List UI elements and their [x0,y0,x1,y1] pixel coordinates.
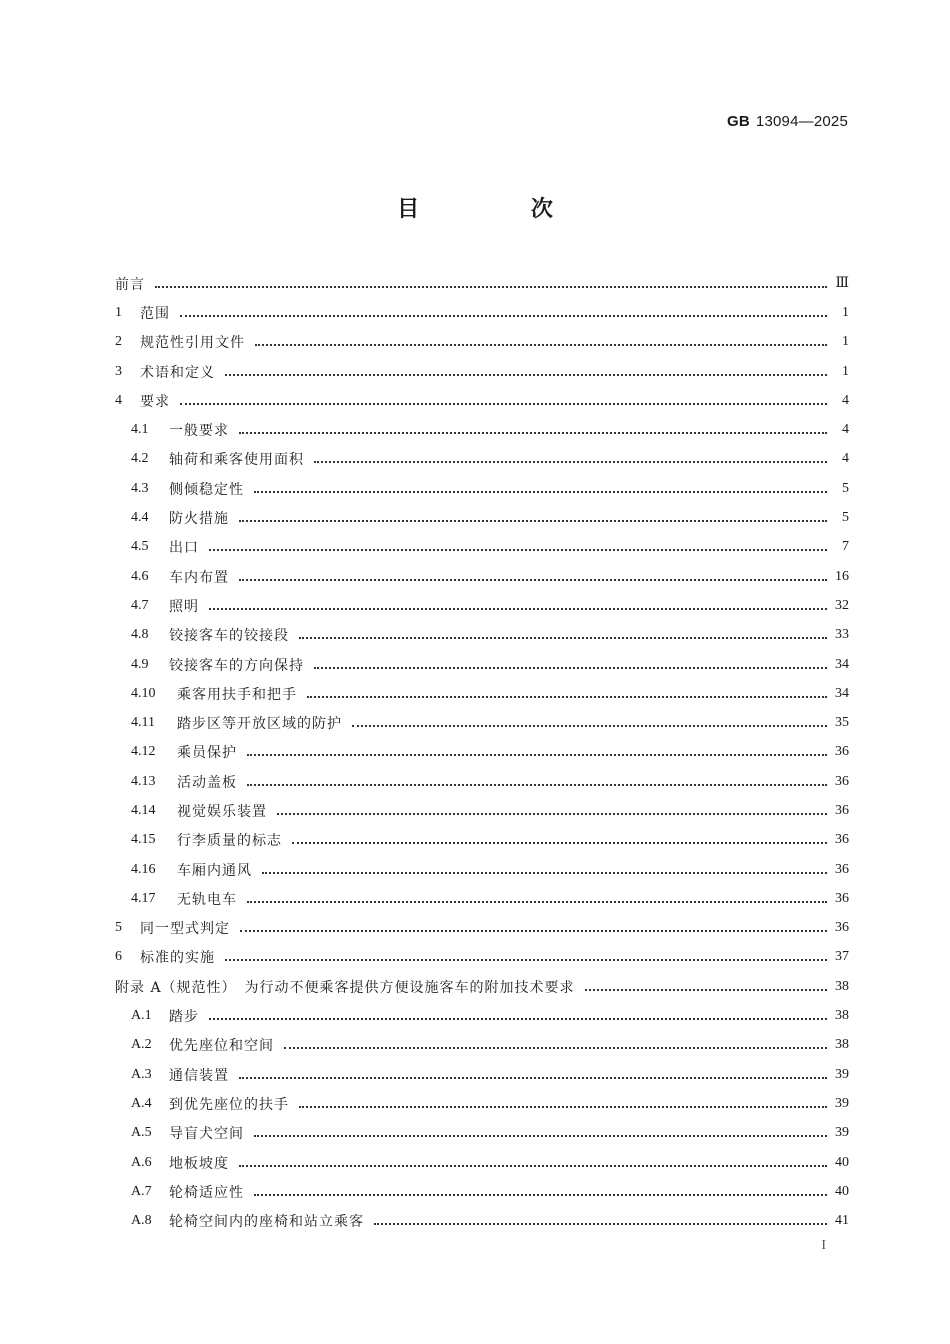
toc-entry-number: 5 [115,920,122,936]
toc-entry-title: 到优先座位的扶手 [169,1096,289,1113]
toc-entry-number: 4.10 [131,685,156,701]
toc-entry-title: 标准的实施 [140,950,215,967]
toc-entry-page: 39 [835,1066,849,1082]
toc-dot-leader [209,594,827,610]
toc-entry-page: 33 [835,627,849,643]
toc-entry-page: 16 [835,568,849,584]
toc-entry-title: 附录 A（规范性） 为行动不便乘客提供方便设施客车的附加技术要求 [115,979,575,996]
toc-entry-number: A.5 [131,1125,152,1141]
toc-entry[interactable] [115,738,849,767]
toc-entry-page: 36 [835,773,849,789]
toc-dot-leader [254,477,827,493]
toc-entry[interactable] [115,328,849,357]
toc-dot-leader [239,418,827,434]
toc-entry-title: 车内布置 [169,569,229,586]
toc-entry[interactable] [115,679,849,708]
toc-entry-number: 4.12 [131,744,156,760]
toc-entry-page: 35 [835,715,849,731]
toc-entry[interactable] [115,943,849,972]
toc-entry[interactable] [115,1148,849,1177]
toc-entry-title: 规范性引用文件 [140,335,245,352]
toc-entry-title: 优先座位和空间 [169,1038,274,1055]
toc-entry-number: 2 [115,334,122,350]
toc-entry-page: 34 [835,685,849,701]
toc-entry-page: Ⅲ [835,276,849,292]
toc-entry-page: 34 [835,656,849,672]
toc-entry-page: 38 [835,978,849,994]
toc-entry[interactable] [115,269,849,298]
toc-entry-page: 4 [842,451,849,467]
standard-number: 13094—2025 [755,113,848,130]
toc-entry-title: 出口 [169,540,199,557]
toc-dot-leader [225,360,827,376]
toc-entry-title: 前言 [115,276,145,293]
toc-entry[interactable] [115,855,849,884]
toc-dot-leader [180,389,827,405]
toc-dot-leader [239,565,827,581]
toc-entry-title: 防火措施 [169,511,229,528]
toc-entry[interactable] [115,884,849,913]
toc-entry-page: 38 [835,1008,849,1024]
toc-entry-title: 侧倾稳定性 [169,481,244,498]
toc-entry[interactable] [115,1089,849,1118]
toc-dot-leader [292,828,827,844]
toc-dot-leader [284,1033,827,1049]
toc-entry-title: 车厢内通风 [177,862,252,879]
toc-entry-number: 4.16 [131,861,156,877]
toc-entry-page: 4 [842,392,849,408]
toc-entry-page: 1 [842,363,849,379]
toc-entry-title: 视觉娱乐装置 [177,803,267,820]
toc-entry-title: 导盲犬空间 [169,1126,244,1143]
toc-entry-title: 踏步 [169,1009,199,1026]
toc-entry-page: 39 [835,1125,849,1141]
toc-entry[interactable] [115,562,849,591]
standard-code [727,113,848,130]
table-of-contents [115,269,849,1236]
toc-entry-page: 5 [842,510,849,526]
toc-entry-title: 范围 [140,305,170,322]
toc-entry[interactable] [115,650,849,679]
toc-entry-number: A.7 [131,1183,152,1199]
toc-dot-leader [225,945,827,961]
toc-dot-leader [374,1209,827,1225]
toc-entry-page: 36 [835,861,849,877]
toc-dot-leader [209,1004,827,1020]
toc-entry-number: 4 [115,392,122,408]
toc-entry-number: 4.11 [131,715,155,731]
toc-entry-number: 4.17 [131,890,156,906]
toc-entry-title: 活动盖板 [177,774,237,791]
toc-entry[interactable] [115,386,849,415]
toc-entry-page: 36 [835,920,849,936]
toc-entry-number: A.3 [131,1066,152,1082]
toc-entry-number: 4.7 [131,597,149,613]
toc-dot-leader [254,1180,827,1196]
toc-entry-page: 32 [835,597,849,613]
toc-entry-title: 轮椅适应性 [169,1184,244,1201]
toc-dot-leader [314,447,827,463]
toc-entry-number: 4.6 [131,568,149,584]
toc-entry-page: 1 [842,304,849,320]
toc-dot-leader [180,301,827,317]
toc-entry-page: 40 [835,1154,849,1170]
toc-dot-leader [307,682,827,698]
toc-entry-title: 铰接客车的方向保持 [169,657,304,674]
toc-entry[interactable] [115,591,849,620]
toc-entry-title: 一般要求 [169,423,229,440]
toc-entry[interactable] [115,445,849,474]
toc-entry-page: 38 [835,1037,849,1053]
toc-entry-number: 6 [115,949,122,965]
toc-entry-title: 踏步区等开放区域的防护 [177,716,342,733]
toc-dot-leader [277,799,827,815]
toc-entry-number: 4.5 [131,539,149,555]
toc-entry[interactable] [115,298,849,327]
toc-entry[interactable] [115,1177,849,1206]
toc-entry-number: 4.4 [131,510,149,526]
toc-dot-leader [240,916,827,932]
toc-entry-title: 通信装置 [169,1067,229,1084]
toc-dot-leader [299,623,827,639]
toc-dot-leader [585,975,827,991]
toc-entry-number: 1 [115,304,122,320]
toc-entry-page: 1 [842,334,849,350]
toc-entry-number: 4.1 [131,422,149,438]
toc-entry[interactable] [115,533,849,562]
toc-entry-page: 36 [835,744,849,760]
toc-entry-number: 4.15 [131,832,156,848]
toc-entry[interactable] [115,474,849,503]
toc-dot-leader [254,1121,827,1137]
toc-dot-leader [239,1151,827,1167]
toc-entry-title: 行李质量的标志 [177,833,282,850]
toc-entry-title: 术语和定义 [140,364,215,381]
page-title: 目 次 [397,197,605,222]
toc-entry[interactable] [115,914,849,943]
toc-entry-number: 4.9 [131,656,149,672]
toc-entry-page: 39 [835,1095,849,1111]
toc-entry[interactable] [115,621,849,650]
toc-entry-number: A.2 [131,1037,152,1053]
toc-entry[interactable] [115,1060,849,1089]
toc-entry-title: 乘员保护 [177,745,237,762]
toc-dot-leader [299,1092,827,1108]
toc-dot-leader [155,272,827,288]
toc-entry-number: 3 [115,363,122,379]
standard-prefix: GB [727,113,750,130]
toc-entry[interactable] [115,503,849,532]
toc-entry-title: 无轨电车 [177,891,237,908]
toc-entry-title: 乘客用扶手和把手 [177,686,297,703]
toc-entry[interactable] [115,1031,849,1060]
toc-dot-leader [239,506,827,522]
toc-entry[interactable] [115,1119,849,1148]
toc-entry[interactable] [115,1001,849,1030]
toc-entry-title: 轴荷和乘客使用面积 [169,452,304,469]
toc-entry-page: 7 [842,539,849,555]
toc-entry[interactable] [115,708,849,737]
toc-entry-title: 照明 [169,598,199,615]
toc-entry-page: 4 [842,422,849,438]
toc-entry-page: 41 [835,1213,849,1229]
toc-dot-leader [247,740,827,756]
toc-dot-leader [247,770,827,786]
toc-entry[interactable] [115,357,849,386]
toc-dot-leader [209,535,827,551]
toc-dot-leader [247,887,827,903]
toc-entry-title: 地板坡度 [169,1155,229,1172]
toc-entry[interactable] [115,767,849,796]
toc-entry-number: A.6 [131,1154,152,1170]
toc-entry-number: 4.8 [131,627,149,643]
toc-entry[interactable] [115,1207,849,1236]
page-folio: I [821,1238,826,1253]
toc-entry-page: 37 [835,949,849,965]
toc-entry-number: A.1 [131,1008,152,1024]
toc-entry-page: 36 [835,890,849,906]
toc-entry[interactable] [115,796,849,825]
toc-entry-number: 4.3 [131,480,149,496]
toc-entry-title: 轮椅空间内的座椅和站立乘客 [169,1214,364,1231]
toc-entry-page: 36 [835,832,849,848]
toc-entry-number: A.4 [131,1095,152,1111]
toc-dot-leader [239,1063,827,1079]
toc-dot-leader [314,653,827,669]
toc-entry-title: 要求 [140,393,170,410]
toc-entry[interactable] [115,826,849,855]
toc-entry-title: 铰接客车的铰接段 [169,628,289,645]
toc-entry[interactable] [115,415,849,444]
toc-entry-page: 36 [835,802,849,818]
toc-entry-page: 5 [842,480,849,496]
toc-entry[interactable] [115,972,849,1001]
toc-entry-number: 4.14 [131,802,156,818]
toc-entry-title: 同一型式判定 [140,921,230,938]
toc-dot-leader [352,711,827,727]
toc-entry-number: 4.13 [131,773,156,789]
toc-dot-leader [262,858,827,874]
toc-entry-page: 40 [835,1183,849,1199]
toc-entry-number: 4.2 [131,451,149,467]
toc-dot-leader [255,330,827,346]
toc-entry-number: A.8 [131,1213,152,1229]
